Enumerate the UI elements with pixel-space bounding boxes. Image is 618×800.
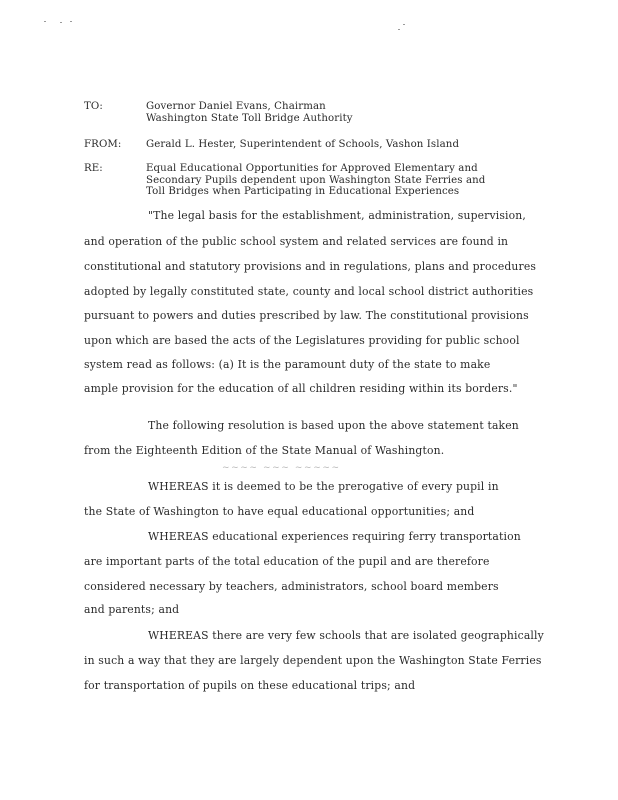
memo-re-label: RE: (84, 163, 103, 174)
body-line: "The legal basis for the establishment, administration, supervision, (148, 209, 526, 222)
memo-to-label: TO: (84, 101, 103, 112)
body-line: WHEREAS educational experiences requiring ferry transportation (148, 530, 521, 543)
body-line: for transportation of pupils on these educational trips; and (84, 679, 416, 692)
body-line: from the Eighteenth Edition of the State Manual of Washington. (84, 444, 445, 457)
body-line: ample provision for the education of all children residing within its borders." (84, 382, 518, 395)
memo-re-row (84, 163, 524, 199)
body-line: adopted by legally constituted state, county and local school district authorities (84, 285, 534, 298)
body-line: constitutional and statutory provisions and in regulations, plans and procedures (84, 260, 537, 273)
memo-to-value: Governor Daniel Evans, Chairman Washington State Toll Bridge Authority (146, 101, 353, 124)
body-line: and parents; and (84, 603, 180, 616)
scan-speck (398, 29, 400, 30)
faint-bleedthrough-text: ~~~~ ~~~ ~~~~~ (222, 463, 341, 473)
body-line: the State of Washington to have equal educational opportunities; and (84, 505, 475, 518)
body-line: WHEREAS it is deemed to be the prerogative of every pupil in (148, 480, 499, 493)
memo-from-value: Gerald L. Hester, Superintendent of Schools, Vashon Island (146, 139, 460, 150)
body-line: are important parts of the total education of the pupil and are therefore (84, 555, 490, 568)
body-line: upon which are based the acts of the Legislatures providing for public school (84, 334, 520, 347)
scan-speck (60, 22, 62, 23)
memo-to-row (84, 101, 524, 125)
scan-speck (403, 24, 405, 25)
body-line: The following resolution is based upon the above statement taken (148, 419, 519, 432)
memo-re-value: Equal Educational Opportunities for Approved Elementary and Secondary Pupils dependent upon Washington State Ferries and Toll Bridges when Participating in Educational Experiences (146, 163, 486, 198)
scan-speck (44, 21, 46, 22)
scan-speck (70, 21, 72, 22)
memo-from-label: FROM: (84, 139, 122, 150)
body-line: considered necessary by teachers, administrators, school board members (84, 580, 499, 593)
body-line: pursuant to powers and duties prescribed by law. The constitutional provisions (84, 309, 529, 322)
memo-from-row (84, 139, 524, 151)
body-line: in such a way that they are largely dependent upon the Washington State Ferries (84, 654, 542, 667)
body-line: system read as follows: (a) It is the paramount duty of the state to make (84, 358, 491, 371)
body-line: WHEREAS there are very few schools that are isolated geographically (148, 629, 544, 642)
body-line: and operation of the public school system and related services are found in (84, 235, 509, 248)
